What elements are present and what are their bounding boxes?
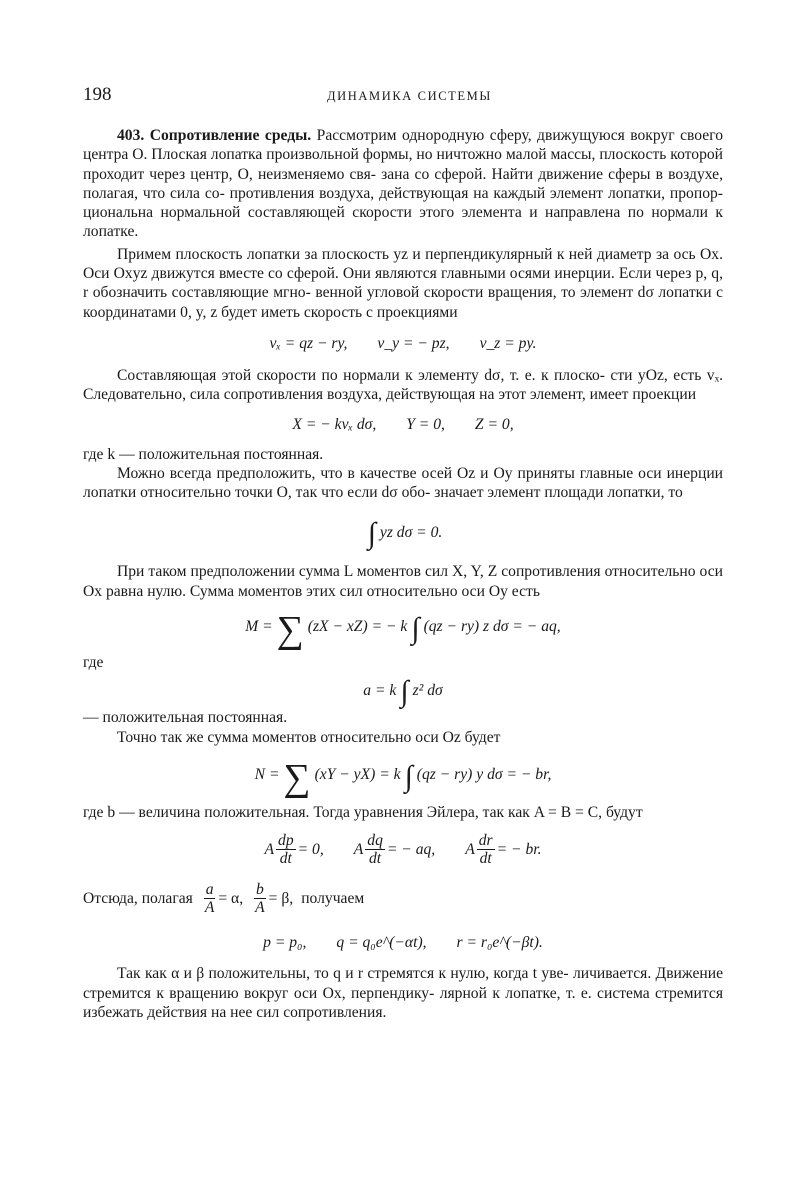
numerator: b bbox=[255, 880, 264, 898]
sum-sign: ∑ bbox=[283, 756, 311, 799]
paragraph-substitution bbox=[83, 876, 723, 920]
eq-part: (zX − xZ) = − k bbox=[307, 618, 408, 636]
text-line: будут bbox=[605, 803, 643, 821]
integral-sign: ∫ bbox=[411, 612, 420, 646]
text-line: относительно оси Ox равна нулю. Сумма моментов этих сил относительно bbox=[83, 563, 723, 600]
eq-part: q = q₀e^(−αt), bbox=[336, 933, 427, 951]
eq-part: v_y = − pz, bbox=[377, 335, 450, 353]
text-line: малой массы, плоскость которой проходит через центр, O, неизменяемо свя- bbox=[83, 146, 724, 183]
equation-velocity bbox=[83, 322, 723, 366]
text-line: где b — величина положительная. Тогда уравнения Эйлера, так как A = B = C, bbox=[83, 803, 603, 821]
text-line: лярной к лопатке, т. е. система стремится избежать действия на нее сил bbox=[83, 984, 723, 1021]
text-part: Отсюда, полагая bbox=[83, 889, 193, 907]
fraction bbox=[253, 881, 267, 916]
paragraph-conclusion bbox=[83, 964, 723, 1022]
eq-part: a = k bbox=[363, 681, 397, 699]
paragraph-k: где k — положительная постоянная. bbox=[83, 445, 324, 463]
paragraph-axes bbox=[83, 245, 723, 322]
integral-sign: ∫ bbox=[367, 517, 376, 551]
denominator: dt bbox=[279, 849, 292, 867]
text-line: оси Oy есть bbox=[461, 582, 540, 600]
page-header bbox=[83, 84, 723, 110]
text-line: вокруг своего центра O. Плоская лопатка произвольной формы, но ничтожно bbox=[83, 127, 723, 164]
eq-part: z² dσ bbox=[412, 681, 443, 699]
eq-part: = β, bbox=[268, 889, 294, 907]
equation-product-integral bbox=[83, 502, 723, 562]
eq-part: (xY − yX) = k bbox=[314, 766, 401, 784]
text-line: Можно всегда предположить, что в качестве осей Oz и Oy приняты bbox=[117, 464, 575, 482]
numerator: dp bbox=[278, 831, 294, 849]
page-number: 198 bbox=[83, 84, 112, 105]
eq-part: p = p₀, bbox=[263, 933, 307, 951]
denominator: A bbox=[204, 898, 215, 916]
text-line: Рассмотрим однородную сферу, движущуюся bbox=[316, 127, 625, 144]
eq-part: = α, bbox=[218, 889, 244, 907]
text-line: диаметр за ось Ox. Оси Oxyz движутся вместе со сферой. Они являются bbox=[83, 245, 723, 283]
text-line: на этот элемент, имеет проекции bbox=[479, 386, 697, 404]
denominator: dt bbox=[479, 849, 492, 867]
text-line: При таком предположении сумма L моментов сил X, Y, Z сопротивления bbox=[117, 563, 601, 581]
eq-coef: A bbox=[465, 840, 475, 858]
equation-solution bbox=[83, 920, 723, 964]
fraction bbox=[276, 832, 296, 867]
text-line: значает элемент площади лопатки, то bbox=[434, 484, 683, 502]
fraction bbox=[203, 881, 217, 916]
text-line: Так как α и β положительны, то q и r стремятся к нулю, когда t уве- bbox=[117, 965, 569, 983]
body-text bbox=[83, 126, 723, 1022]
eq-part: = − aq, bbox=[386, 840, 436, 858]
paragraph-normal-component bbox=[83, 366, 723, 405]
paragraph-moments bbox=[83, 562, 723, 601]
text-line: венной угловой скорости вращения, то элемент dσ лопатки с координатами bbox=[83, 284, 724, 321]
eq-part: vₓ = qz − ry, bbox=[269, 335, 348, 353]
text-part: получаем bbox=[301, 889, 365, 907]
running-head: ДИНАМИКА СИСТЕМЫ bbox=[327, 89, 492, 103]
paragraph-euler bbox=[83, 803, 723, 822]
eq-part: (qz − ry) z dσ = − aq, bbox=[423, 618, 561, 636]
equation-a-definition bbox=[83, 672, 723, 708]
text-line: 0, y, z будет иметь скорость с проекциями bbox=[180, 303, 458, 321]
text-line: по нормали к лопатке. bbox=[83, 204, 723, 241]
numerator: a bbox=[205, 880, 214, 898]
eq-part: (qz − ry) y dσ = − br, bbox=[416, 766, 552, 784]
eq-part: X = − kvₓ dσ, bbox=[292, 415, 377, 433]
eq-coef: A bbox=[353, 840, 364, 858]
eq-part: N = bbox=[254, 766, 280, 784]
paragraph-principal-axes bbox=[83, 464, 723, 503]
text-line: сти yOz, есть vₓ. Следовательно, сила сопротивления воздуха, действующая bbox=[83, 366, 723, 404]
eq-part: = − br. bbox=[496, 840, 542, 858]
section-title: 403. Сопротивление среды. bbox=[117, 127, 312, 144]
denominator: dt bbox=[368, 849, 382, 867]
paragraph-where: где bbox=[83, 654, 104, 672]
eq-part: Z = 0, bbox=[474, 415, 514, 433]
equation-moment-m bbox=[83, 601, 723, 653]
integral-sign: ∫ bbox=[404, 759, 413, 793]
equation-moment-n bbox=[83, 747, 723, 803]
fraction bbox=[477, 832, 495, 867]
denominator: A bbox=[255, 898, 265, 916]
text-line: зана со сферой. Найти движение сферы в воздухе, полагая, что сила со- bbox=[83, 165, 723, 202]
eq-part: = 0, bbox=[297, 840, 324, 858]
eq-part: Y = 0, bbox=[406, 415, 445, 433]
numerator: dq bbox=[367, 831, 383, 849]
text-line: циональна нормальной составляющей скорости этого элемента и направлена bbox=[83, 204, 621, 222]
paragraph-positive-constant: — положительная постоянная. bbox=[83, 709, 288, 727]
equation-force bbox=[83, 405, 723, 445]
equation-euler bbox=[83, 822, 723, 876]
text-line: противления воздуха, действующая на каждый элемент лопатки, пропор- bbox=[229, 184, 723, 202]
text-line: сопротивления. bbox=[283, 1003, 387, 1021]
eq-part: r = r₀e^(−βt). bbox=[456, 933, 543, 951]
eq-coef: A bbox=[264, 840, 275, 858]
text-line: Составляющая этой скорости по нормали к элементу dσ, т. е. к плоско- bbox=[117, 366, 605, 384]
integral-sign: ∫ bbox=[400, 675, 409, 709]
text-line: главными осями инерции. Если через p, q, r обозначить составляющие мгно- bbox=[83, 265, 724, 302]
eq-part: v_z = py. bbox=[479, 335, 537, 353]
numerator: dr bbox=[478, 831, 493, 849]
text-line: Примем плоскость лопатки за плоскость yz и перпендикулярный к ней bbox=[117, 245, 593, 263]
paragraph-problem-statement bbox=[83, 126, 723, 242]
text-line: личивается. Движение стремится к вращению вокруг оси Ox, перпендику- bbox=[83, 965, 724, 1002]
sum-sign: ∑ bbox=[276, 609, 304, 652]
fraction bbox=[365, 832, 385, 867]
eq-part: yz dσ = 0. bbox=[379, 523, 443, 541]
paragraph-oz-moment: Точно так же сумма моментов относительно оси Oz будет bbox=[117, 728, 501, 746]
eq-part: M = bbox=[245, 618, 273, 636]
text-line: главные оси инерции лопатки относительно точки O, так что если dσ обо- bbox=[83, 464, 724, 502]
